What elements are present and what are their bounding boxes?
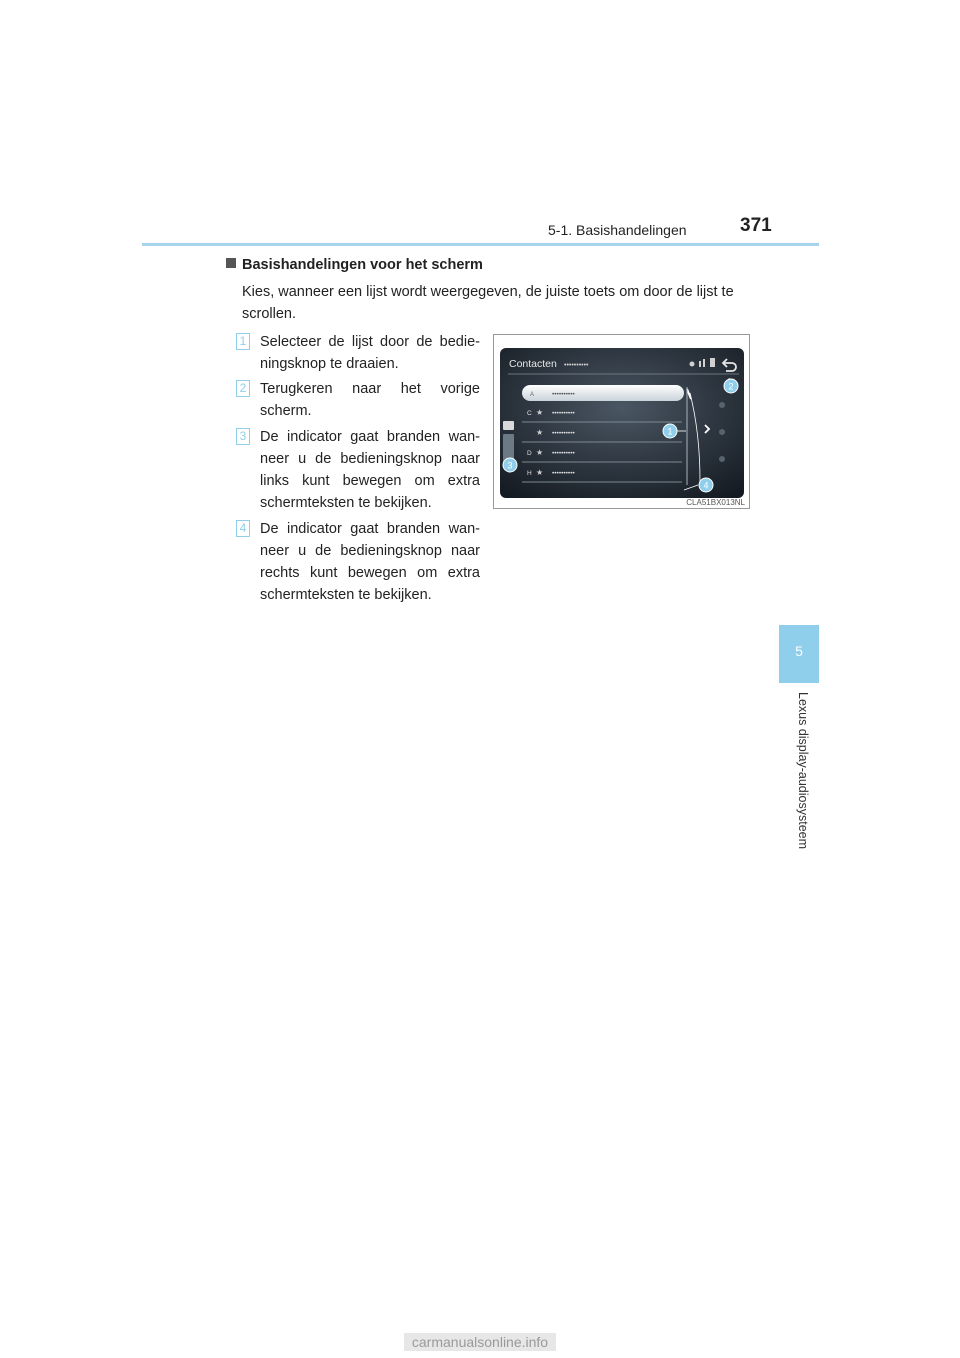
star-icon: ★ — [536, 408, 544, 417]
footer-watermark — [0, 1333, 960, 1352]
watermark-text[interactable]: carmanualsonline.info — [404, 1333, 556, 1351]
row-mask: •••••••••• — [552, 410, 575, 417]
svg-text:4: 4 — [703, 480, 709, 491]
item-number-badge: 2 — [236, 380, 250, 397]
svg-text:1: 1 — [667, 426, 673, 437]
battery-icon — [710, 358, 715, 367]
row-letter: A — [530, 392, 535, 398]
left-scroll-indicator — [503, 421, 514, 430]
item-text: Terugkeren naar het vorige scherm. — [260, 381, 480, 419]
section-heading-text: Basishandelingen voor het scherm — [242, 257, 483, 273]
svg-text:3: 3 — [507, 460, 513, 471]
header-rule — [142, 243, 819, 246]
figure-code: CLA51BX013NL — [686, 498, 745, 507]
chapter-tab-number: 5 — [795, 643, 803, 659]
screen-title: Contacten — [509, 358, 557, 370]
star-icon: ★ — [536, 448, 544, 457]
display-screen-illustration — [494, 335, 749, 508]
running-header-section: 5-1. Basishandelingen — [548, 222, 687, 238]
bluetooth-icon — [690, 362, 695, 367]
callout-badge — [699, 478, 713, 492]
item-text: De indicator gaat branden wan-neer u de bedieningsknop naar rechts kunt bewegen om extra schermteksten te bekijken. — [260, 521, 480, 603]
callout-badge — [503, 458, 517, 472]
svg-text:2: 2 — [728, 381, 734, 392]
item-number-badge: 1 — [236, 333, 250, 350]
row-mask: •••••••••• — [552, 450, 575, 457]
row-mask: •••••••••• — [552, 391, 575, 398]
section-heading — [226, 257, 483, 273]
item-text: De indicator gaat branden wan-neer u de bedieningsknop naar links kunt bewegen om extra schermteksten te bekijken. — [260, 429, 480, 511]
intro-paragraph: Kies, wanneer een lijst wordt weergegeven, de juiste toets om door de lijst te scrollen. — [242, 284, 734, 322]
item-number-badge: 4 — [236, 520, 250, 537]
list-item — [236, 378, 480, 422]
star-icon: ★ — [536, 468, 544, 477]
list-row-selected — [522, 385, 684, 401]
chapter-tab — [779, 625, 819, 683]
row-mask: •••••••••• — [552, 430, 575, 437]
callout-badge — [724, 379, 738, 393]
star-icon: ★ — [536, 428, 544, 437]
list-item — [236, 331, 480, 375]
page-number: 371 — [740, 215, 772, 236]
item-number-badge: 3 — [236, 428, 250, 445]
chapter-tab-label: Lexus display-audiosysteem — [796, 692, 810, 850]
heading-square-icon — [226, 258, 236, 268]
row-mask: •••••••••• — [552, 470, 575, 477]
signal-icon — [699, 361, 701, 367]
row-letter: H — [527, 470, 532, 477]
list-item — [236, 518, 480, 606]
screen-title-mask: •••••••••• — [564, 362, 589, 369]
display-figure — [493, 334, 750, 509]
row-letter: C — [527, 410, 532, 417]
row-letter: D — [527, 450, 532, 457]
list-item — [236, 426, 480, 514]
callout-badge — [663, 424, 677, 438]
item-text: Selecteer de lijst door de bedie-ningsknop te draaien. — [260, 334, 480, 372]
